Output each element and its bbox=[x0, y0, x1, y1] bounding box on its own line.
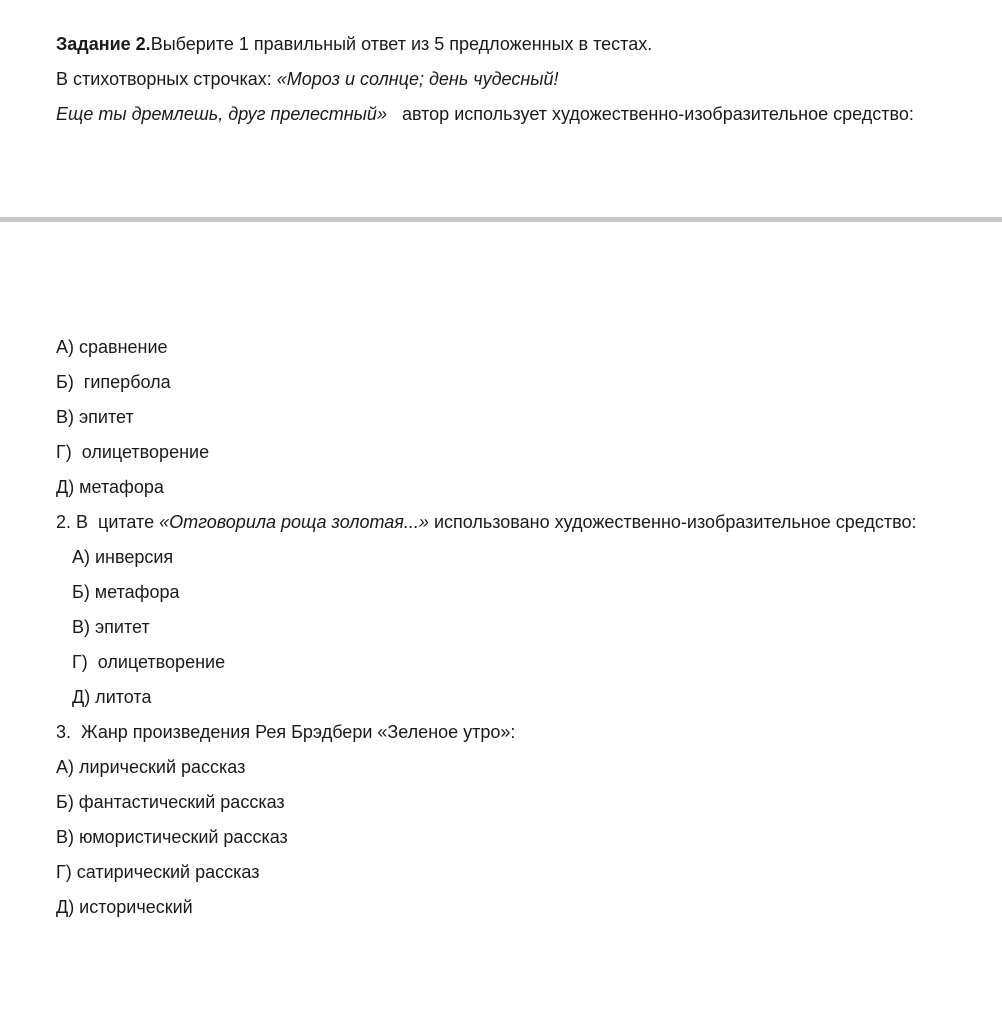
q1-option-d: Г) олицетворение bbox=[56, 442, 210, 462]
question-1-intro: В стихотворных строчках: bbox=[56, 69, 277, 89]
q3-option-b: Б) фантастический рассказ bbox=[56, 792, 285, 812]
q3-option-d: Г) сатирический рассказ bbox=[56, 862, 260, 882]
question-2-prefix: 2. В цитате bbox=[56, 512, 160, 532]
question-1-quote-line-1: «Мороз и солнце; день чудесный! bbox=[276, 69, 559, 89]
q1-option-e: Д) метафора bbox=[56, 477, 164, 497]
q2-option-a: А) инверсия bbox=[72, 547, 174, 567]
task-instruction: Выберите 1 правильный ответ из 5 предложенных в тестах. bbox=[150, 34, 653, 54]
q3-option-a: А) лирический рассказ bbox=[56, 757, 246, 777]
q1-option-c: В) эпитет bbox=[56, 407, 134, 427]
task-label: Задание 2. bbox=[56, 34, 151, 54]
q1-option-a: А) сравнение bbox=[56, 337, 168, 357]
q3-option-c: В) юмористический рассказ bbox=[56, 827, 288, 847]
question-2-tail: использовано художественно-изобразительное средство: bbox=[428, 512, 917, 532]
q2-option-b: Б) метафора bbox=[72, 582, 180, 602]
task-heading bbox=[56, 33, 652, 55]
question-1-quote-line-2: Еще ты дремлешь, друг прелестный» bbox=[56, 104, 387, 124]
question-1-tail: автор использует художественно-изобразительное средство: bbox=[386, 104, 914, 124]
q2-option-d: Г) олицетворение bbox=[72, 652, 226, 672]
q3-option-e: Д) исторический bbox=[56, 897, 193, 917]
question-3: 3. Жанр произведения Рея Брэдбери «Зеленое утро»: bbox=[56, 722, 516, 742]
question-1-line-1 bbox=[56, 68, 559, 90]
question-2-quote: «Отговорила роща золотая...» bbox=[159, 512, 429, 532]
question-1-line-2 bbox=[56, 103, 914, 125]
q1-option-b: Б) гипербола bbox=[56, 372, 171, 392]
question-2 bbox=[56, 511, 916, 533]
q2-option-e: Д) литота bbox=[72, 687, 152, 707]
q2-option-c: В) эпитет bbox=[72, 617, 150, 637]
page-divider bbox=[0, 217, 1002, 222]
